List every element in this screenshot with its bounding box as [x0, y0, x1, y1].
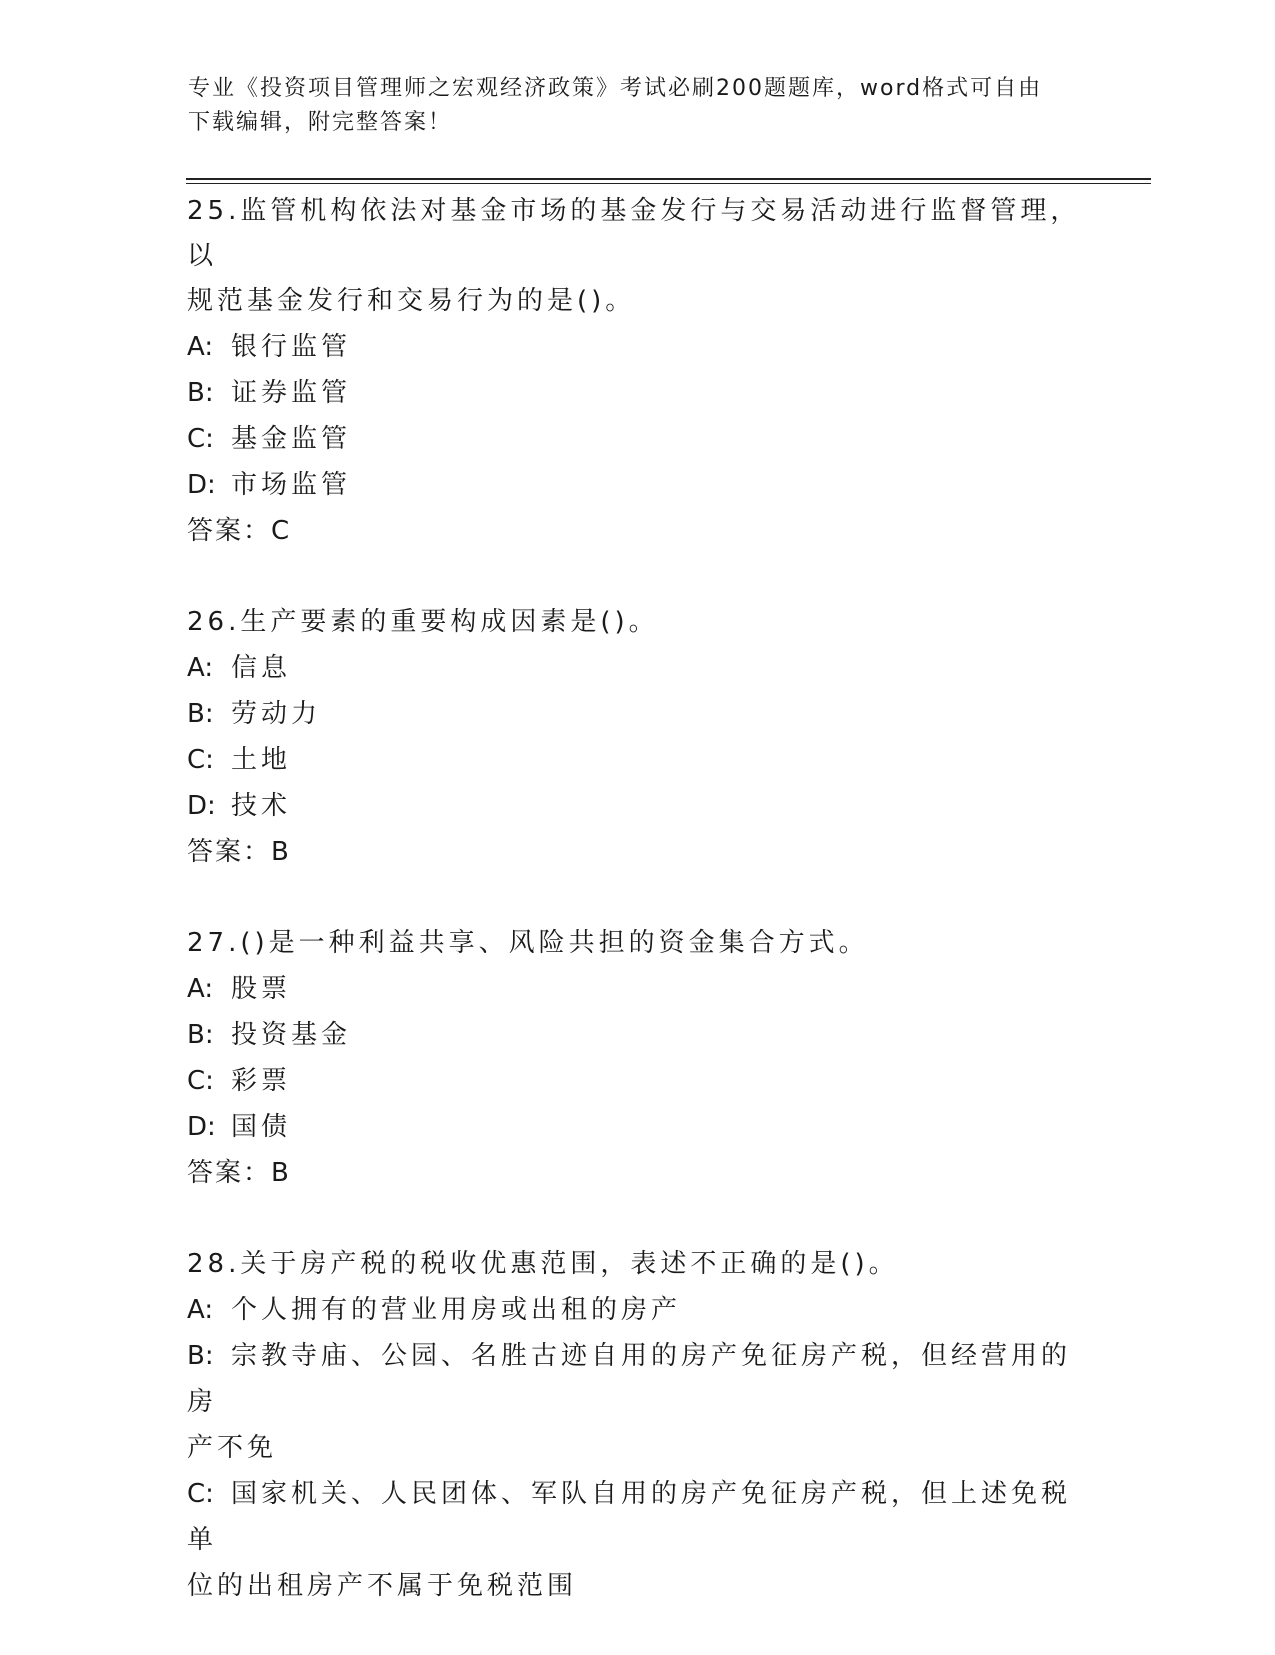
option-b — [187, 691, 1087, 737]
option-text: 技术 — [231, 791, 292, 821]
option-label: B: — [187, 1020, 214, 1050]
question-item — [187, 600, 1087, 875]
option-a — [187, 1287, 1087, 1333]
option-a — [187, 324, 1087, 370]
option-label: A: — [187, 653, 214, 683]
question-stem-line: 26.生产要素的重要构成因素是()。 — [187, 607, 659, 637]
option-label: D: — [187, 470, 216, 500]
header-divider-thin — [186, 183, 1151, 184]
option-label: C: — [187, 424, 214, 454]
option-label: A: — [187, 332, 214, 362]
option-text: 市场监管 — [231, 470, 352, 500]
header-divider-thick — [186, 178, 1151, 180]
question-stem-line: 规范基金发行和交易行为的是()。 — [187, 286, 636, 316]
option-text: 股票 — [231, 974, 292, 1004]
option-text: 基金监管 — [231, 424, 352, 454]
option-label: D: — [187, 791, 216, 821]
document-header — [188, 72, 1088, 140]
option-b-continuation: 产不免 — [187, 1433, 278, 1463]
answer-line: 答案：B — [187, 1158, 291, 1188]
option-label: B: — [187, 378, 214, 408]
option-text: 个人拥有的营业用房或出租的房产 — [231, 1295, 682, 1325]
option-text: 证券监管 — [231, 378, 352, 408]
question-item — [187, 189, 1087, 554]
option-label: A: — [187, 974, 214, 1004]
question-item — [187, 1242, 1087, 1609]
option-text: 投资基金 — [231, 1020, 352, 1050]
option-text: 劳动力 — [231, 699, 322, 729]
option-label: B: — [187, 699, 214, 729]
option-d — [187, 783, 1087, 829]
option-label: C: — [187, 1066, 214, 1096]
answer-line: 答案：C — [187, 516, 292, 546]
option-label: A: — [187, 1295, 214, 1325]
option-a — [187, 966, 1087, 1012]
option-c — [187, 737, 1087, 783]
question-stem-line: 25.监管机构依法对基金市场的基金发行与交易活动进行监督管理，以 — [187, 196, 1081, 271]
question-item — [187, 921, 1087, 1196]
question-list — [187, 189, 1087, 1655]
option-b — [187, 1333, 1087, 1425]
option-label: C: — [187, 745, 214, 775]
header-line-1: 专业《投资项目管理师之宏观经济政策》考试必刷200题题库，word格式可自由 — [188, 76, 1043, 101]
option-c — [187, 1471, 1087, 1563]
option-text: 土地 — [231, 745, 292, 775]
option-text: 银行监管 — [231, 332, 352, 362]
option-d — [187, 462, 1087, 508]
option-label: B: — [187, 1341, 214, 1371]
option-label: C: — [187, 1479, 214, 1509]
option-label: D: — [187, 1112, 216, 1142]
question-stem-line: 27.()是一种利益共享、风险共担的资金集合方式。 — [187, 928, 869, 958]
option-c — [187, 416, 1087, 462]
option-text: 国债 — [231, 1112, 292, 1142]
header-line-2: 下载编辑，附完整答案！ — [188, 110, 453, 135]
option-text: 信息 — [231, 653, 292, 683]
option-text: 宗教寺庙、公园、名胜古迹自用的房产免征房产税，但经营用的房 — [187, 1341, 1072, 1417]
option-b — [187, 370, 1087, 416]
option-d — [187, 1104, 1087, 1150]
question-stem-line: 28.关于房产税的税收优惠范围，表述不正确的是()。 — [187, 1249, 899, 1279]
option-text: 彩票 — [231, 1066, 292, 1096]
option-text: 国家机关、人民团体、军队自用的房产免征房产税，但上述免税单 — [187, 1479, 1072, 1555]
option-c-continuation: 位的出租房产不属于免税范围 — [187, 1571, 578, 1601]
option-c — [187, 1058, 1087, 1104]
option-a — [187, 645, 1087, 691]
answer-line: 答案：B — [187, 837, 291, 867]
option-b — [187, 1012, 1087, 1058]
